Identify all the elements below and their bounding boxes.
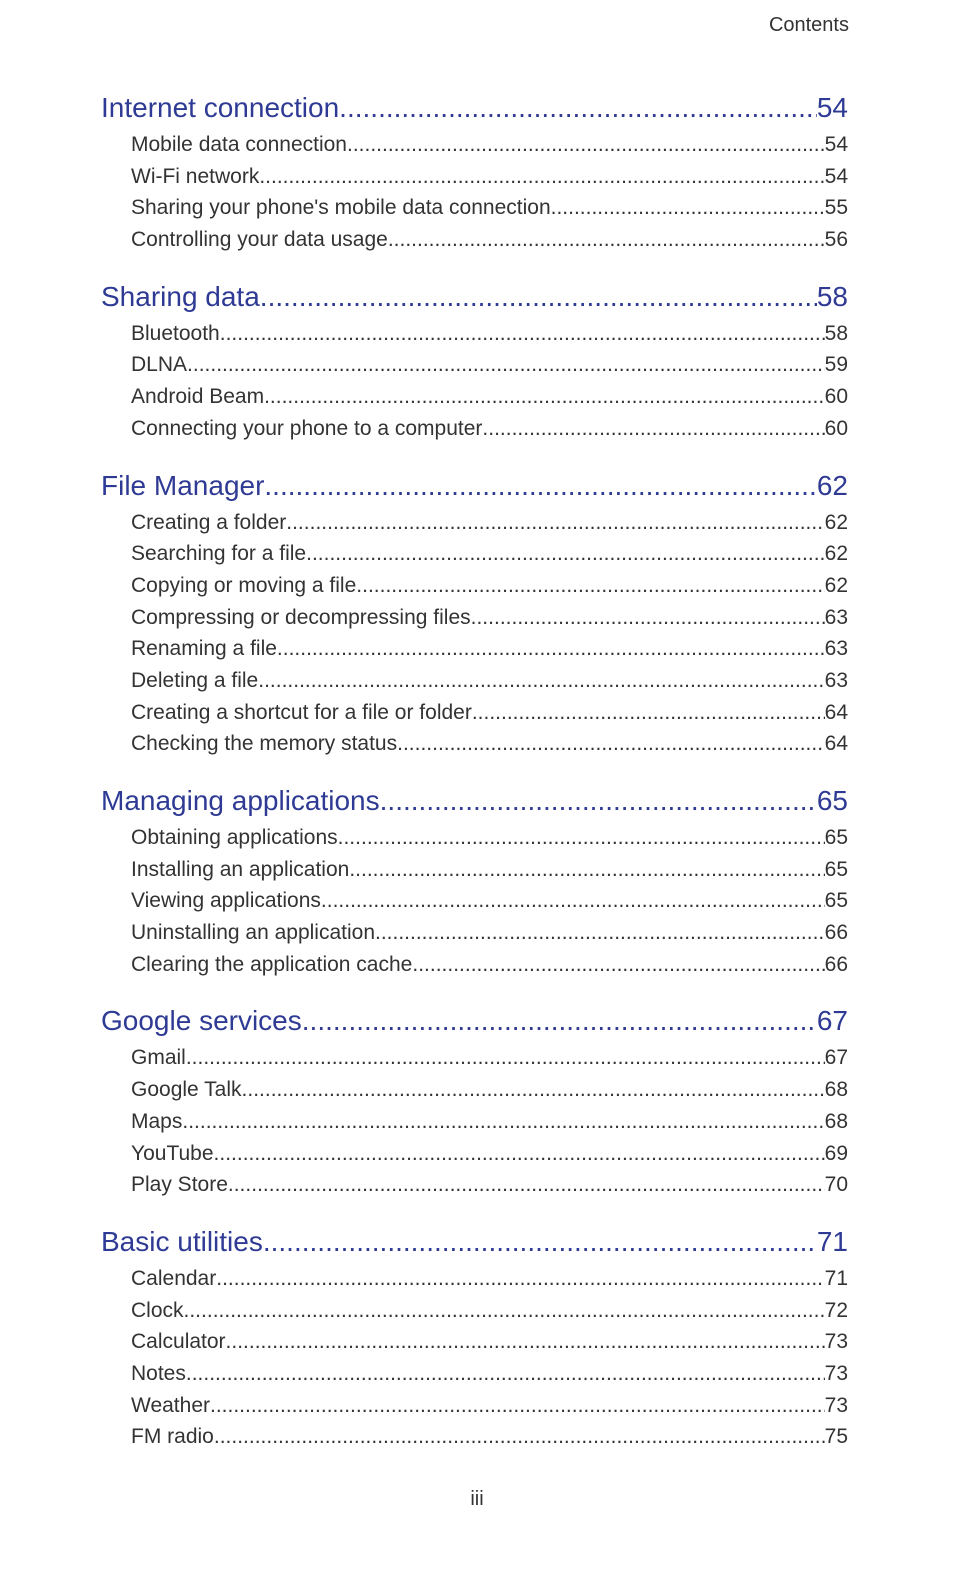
dot-leader [380,783,817,819]
entry-page-number: 62 [825,538,848,570]
toc-entry-link[interactable] [101,224,848,256]
dot-leader [214,1138,825,1170]
toc-entry-link[interactable] [101,1421,848,1453]
toc-entry-link[interactable] [101,949,848,981]
dot-leader [286,507,824,539]
toc-chapter-link[interactable] [101,1224,848,1260]
entry-title: Viewing applications [131,885,321,917]
entry-page-number: 67 [825,1042,848,1074]
entry-page-number: 60 [825,381,848,413]
page-number: iii [470,1488,484,1510]
entry-page-number: 65 [825,885,848,917]
entry-page-number: 69 [825,1138,848,1170]
toc-entry-link[interactable] [101,1169,848,1201]
entry-title: Mobile data connection [131,129,347,161]
dot-leader [226,1326,825,1358]
toc-entry-link[interactable] [101,413,848,445]
entry-page-number: 64 [825,728,848,760]
dot-leader [258,665,824,697]
toc-entry-link[interactable] [101,917,848,949]
dot-leader [264,381,825,413]
dot-leader [210,1390,825,1422]
dot-leader [338,822,825,854]
dot-leader [339,90,817,126]
dot-leader [472,697,825,729]
entry-page-number: 70 [825,1169,848,1201]
entry-title: Google Talk [131,1074,242,1106]
chapter-title: Managing applications [101,783,380,819]
dot-leader [187,349,825,381]
entry-title: Calendar [131,1263,216,1295]
toc-entry-link[interactable] [101,1390,848,1422]
entry-page-number: 73 [825,1358,848,1390]
dot-leader [186,1358,825,1390]
entry-page-number: 66 [825,917,848,949]
chapter-title: Sharing data [101,279,260,315]
entry-page-number: 72 [825,1295,848,1327]
dot-leader [182,1106,824,1138]
dot-leader [216,1263,824,1295]
chapter-title: File Manager [101,468,264,504]
toc-entry-link[interactable] [101,538,848,570]
toc-section [101,90,848,256]
toc-entry-link[interactable] [101,1042,848,1074]
entry-page-number: 75 [825,1421,848,1453]
entry-page-number: 62 [825,570,848,602]
entry-title: Weather [131,1390,210,1422]
entry-page-number: 64 [825,697,848,729]
toc-entry-link[interactable] [101,161,848,193]
chapter-title: Google services [101,1003,302,1039]
chapter-page-number: 54 [817,90,848,126]
entry-page-number: 73 [825,1326,848,1358]
entry-title: Creating a folder [131,507,286,539]
toc-entry-link[interactable] [101,697,848,729]
dot-leader [242,1074,825,1106]
dot-leader [264,468,816,504]
entry-title: Gmail [131,1042,186,1074]
entry-page-number: 68 [825,1074,848,1106]
entry-title: Compressing or decompressing files [131,602,471,634]
toc-entry-link[interactable] [101,1106,848,1138]
entry-page-number: 59 [825,349,848,381]
dot-leader [321,885,825,917]
toc-entry-link[interactable] [101,1074,848,1106]
entry-title: Wi-Fi network [131,161,259,193]
chapter-page-number: 62 [817,468,848,504]
entry-title: Calculator [131,1326,226,1358]
entry-page-number: 60 [825,413,848,445]
entry-title: Clearing the application cache [131,949,412,981]
dot-leader [349,854,824,886]
toc-entry-link[interactable] [101,1295,848,1327]
dot-leader [184,1295,825,1327]
toc-section [101,1224,848,1453]
entry-title: Creating a shortcut for a file or folder [131,697,472,729]
toc-entry-link[interactable] [101,129,848,161]
entry-page-number: 62 [825,507,848,539]
entry-title: YouTube [131,1138,214,1170]
chapter-page-number: 58 [817,279,848,315]
dot-leader [306,538,825,570]
table-of-contents [101,90,848,1476]
toc-section [101,1003,848,1200]
entry-title: Searching for a file [131,538,306,570]
dot-leader [482,413,824,445]
toc-chapter-link[interactable] [101,468,848,504]
toc-entry-link[interactable] [101,728,848,760]
entry-title: Copying or moving a file [131,570,356,602]
dot-leader [263,1224,817,1260]
entry-title: Sharing your phone's mobile data connection [131,192,551,224]
dot-leader [388,224,825,256]
entry-title: Deleting a file [131,665,258,697]
dot-leader [551,192,825,224]
toc-entry-link[interactable] [101,318,848,350]
dot-leader [228,1169,825,1201]
dot-leader [375,917,825,949]
entry-title: FM radio [131,1421,214,1453]
toc-entry-link[interactable] [101,854,848,886]
entry-title: Android Beam [131,381,264,413]
entry-page-number: 71 [825,1263,848,1295]
entry-page-number: 66 [825,949,848,981]
toc-chapter-link[interactable] [101,783,848,819]
chapter-title: Internet connection [101,90,339,126]
entry-page-number: 54 [825,161,848,193]
entry-title: Notes [131,1358,186,1390]
dot-leader [277,633,825,665]
dot-leader [186,1042,825,1074]
entry-title: Play Store [131,1169,228,1201]
entry-title: Bluetooth [131,318,220,350]
entry-title: Obtaining applications [131,822,338,854]
toc-entry-link[interactable] [101,1138,848,1170]
toc-section [101,468,848,761]
toc-section [101,279,848,445]
chapter-title: Basic utilities [101,1224,263,1260]
entry-title: Clock [131,1295,184,1327]
dot-leader [260,279,817,315]
entry-title: Maps [131,1106,182,1138]
toc-entry-link[interactable] [101,665,848,697]
chapter-page-number: 71 [817,1224,848,1260]
entry-title: Checking the memory status [131,728,397,760]
dot-leader [220,318,825,350]
chapter-page-number: 65 [817,783,848,819]
dot-leader [347,129,825,161]
toc-entry-link[interactable] [101,507,848,539]
toc-entry-link[interactable] [101,192,848,224]
toc-entry-link[interactable] [101,1263,848,1295]
toc-entry-link[interactable] [101,885,848,917]
entry-page-number: 73 [825,1390,848,1422]
entry-page-number: 65 [825,822,848,854]
toc-chapter-link[interactable] [101,90,848,126]
toc-entry-link[interactable] [101,1326,848,1358]
entry-title: DLNA [131,349,187,381]
entry-page-number: 68 [825,1106,848,1138]
toc-entry-link[interactable] [101,1358,848,1390]
entry-title: Installing an application [131,854,349,886]
toc-entry-link[interactable] [101,349,848,381]
entry-page-number: 56 [825,224,848,256]
entry-page-number: 63 [825,665,848,697]
toc-entry-link[interactable] [101,633,848,665]
toc-entry-link[interactable] [101,822,848,854]
toc-entry-link[interactable] [101,381,848,413]
dot-leader [302,1003,817,1039]
entry-page-number: 58 [825,318,848,350]
running-header: Contents [768,14,849,36]
toc-entry-link[interactable] [101,570,848,602]
toc-chapter-link[interactable] [101,1003,848,1039]
toc-chapter-link[interactable] [101,279,848,315]
entry-page-number: 63 [825,633,848,665]
toc-section [101,783,848,980]
dot-leader [259,161,824,193]
chapter-page-number: 67 [817,1003,848,1039]
dot-leader [471,602,825,634]
entry-page-number: 55 [825,192,848,224]
entry-title: Renaming a file [131,633,277,665]
entry-page-number: 65 [825,854,848,886]
entry-title: Connecting your phone to a computer [131,413,482,445]
toc-entry-link[interactable] [101,602,848,634]
entry-title: Controlling your data usage [131,224,388,256]
dot-leader [397,728,825,760]
dot-leader [356,570,824,602]
entry-page-number: 63 [825,602,848,634]
dot-leader [412,949,824,981]
entry-title: Uninstalling an application [131,917,375,949]
entry-page-number: 54 [825,129,848,161]
dot-leader [214,1421,825,1453]
